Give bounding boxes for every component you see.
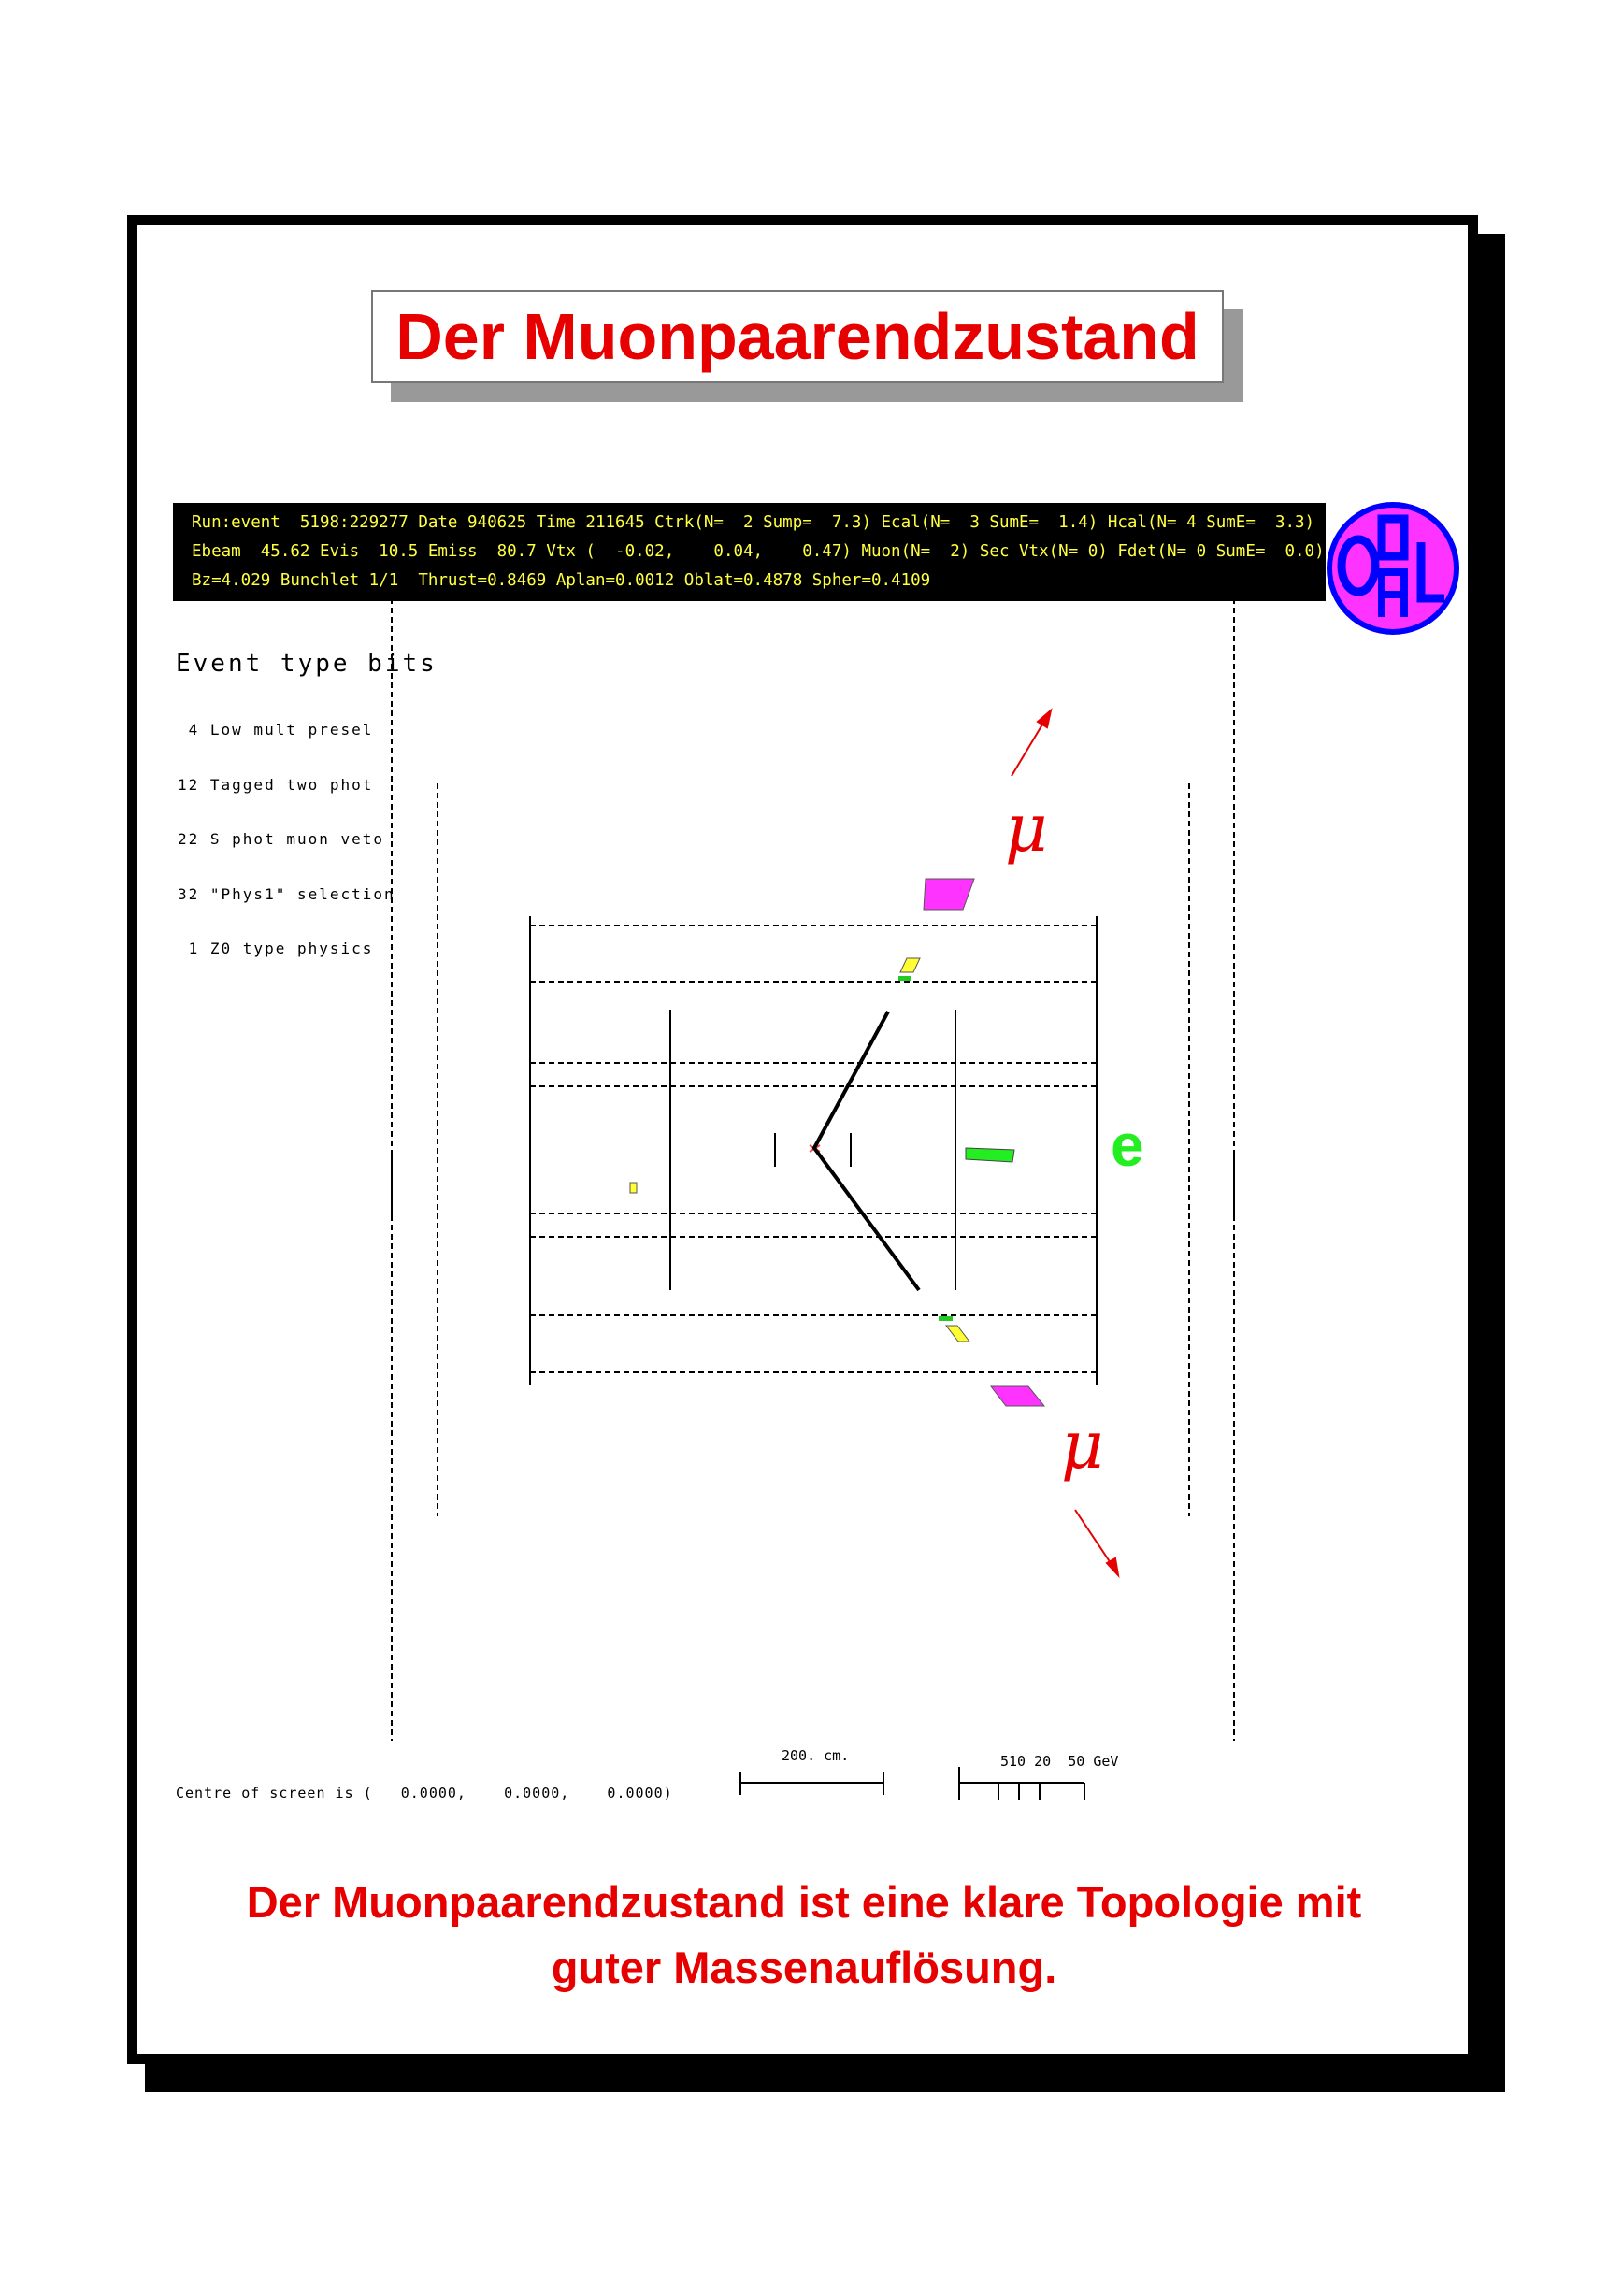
tracks — [810, 1012, 919, 1290]
detector-outline — [392, 598, 1234, 1741]
centre-of-screen: Centre of screen is ( 0.0000, 0.0000, 0.0000) — [176, 1785, 673, 1801]
energy-scale-label: 510 20 50 GeV — [1000, 1753, 1119, 1770]
energy-deposits — [630, 879, 1044, 1406]
event-bit: 1 Z0 type physics — [178, 940, 374, 957]
caption-line-2: guter Massenauflösung. — [551, 1943, 1057, 1992]
event-bit: 32 "Phys1" selection — [178, 884, 395, 903]
event-bit: 12 Tagged two phot — [178, 775, 374, 794]
info-line-1: Run:event 5198:229277 Date 940625 Time 211645 Ctrk(N= 2 Sump= 7.3) Ecal(N= 3 SumE= 1.4) Hcal(N= 4 SumE= 3.3) — [192, 513, 1315, 532]
electron-label: e — [1111, 1112, 1144, 1179]
event-type-list — [178, 684, 395, 976]
opal-logo — [1329, 505, 1457, 632]
info-line-3: Bz=4.029 Bunchlet 1/1 Thrust=0.8469 Aplan=0.0012 Oblat=0.4878 Spher=0.4109 — [192, 571, 931, 590]
caption-line-1: Der Muonpaarendzustand ist eine klare Topologie mit — [246, 1877, 1362, 1927]
page-title: Der Muonpaarendzustand — [395, 300, 1199, 373]
length-scale-label: 200. cm. — [782, 1747, 850, 1764]
scale-bars — [740, 1767, 1084, 1800]
caption — [140, 1870, 1468, 2001]
event-type-heading: Event type bits — [176, 650, 438, 678]
muon-label-top: μ — [1005, 790, 1048, 867]
muon-label-bottom: μ — [1061, 1407, 1104, 1484]
event-bit: 4 Low mult presel — [178, 721, 374, 739]
event-bit: 22 S phot muon veto — [178, 830, 385, 848]
info-line-2: Ebeam 45.62 Evis 10.5 Emiss 80.7 Vtx ( -0.02, 0.04, 0.47) Muon(N= 2) Sec Vtx(N= 0) Fdet(N= 0 SumE= 0.0) — [192, 542, 1325, 561]
